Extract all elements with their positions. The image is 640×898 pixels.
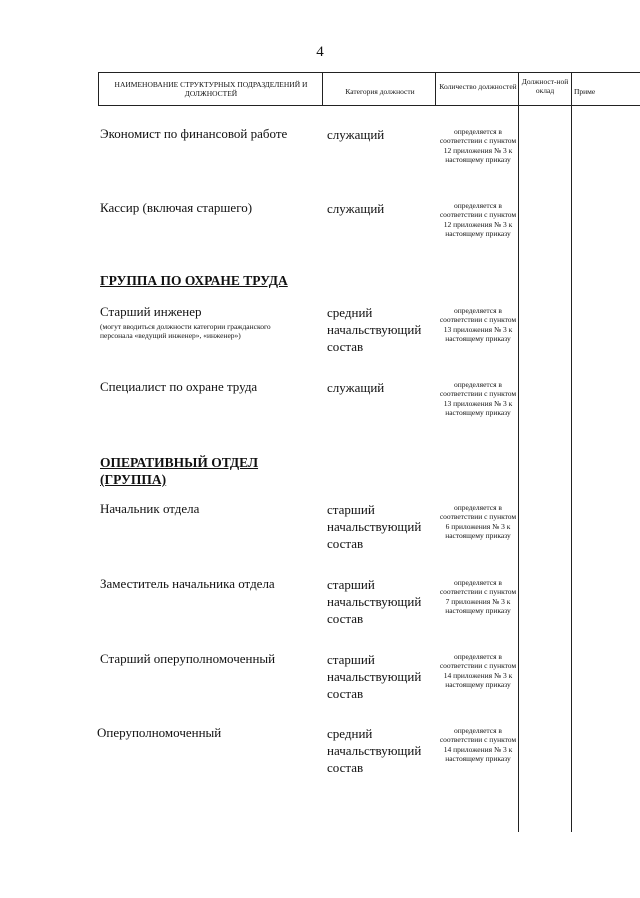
position-name: Старший инженер xyxy=(100,304,202,319)
position-title: Заместитель начальника отдела xyxy=(100,576,275,591)
section-title: ГРУППА ПО ОХРАНЕ ТРУДА xyxy=(100,273,288,288)
table-column-divider xyxy=(322,72,323,106)
position-category: служащий xyxy=(327,380,385,395)
position-category: средний начальствующий состав xyxy=(327,305,422,354)
position-quantity: определяется в соответствии с пунктом 14 приложения № 3 к настоящему приказу xyxy=(439,652,517,690)
position-category: служащий xyxy=(327,201,385,216)
page-number: 4 xyxy=(316,44,324,60)
position-note: (могут вводиться должности категории гражданского персонала «ведущий инженер», «инженер») xyxy=(100,322,271,340)
position-title xyxy=(100,304,300,340)
table-header-bottom-line xyxy=(98,105,640,106)
position-category: старший начальствующий состав xyxy=(327,652,422,701)
position-quantity: определяется в соответствии с пунктом 12 приложения № 3 к настоящему приказу xyxy=(439,127,517,165)
position-category: служащий xyxy=(327,127,385,142)
position-quantity: определяется в соответствии с пунктом 7 приложения № 3 к настоящему приказу xyxy=(439,578,517,616)
header-name: НАИМЕНОВАНИЕ СТРУКТУРНЫХ ПОДРАЗДЕЛЕНИЙ И ДОЛЖНОСТЕЙ xyxy=(114,80,308,98)
section-title: ОПЕРАТИВНЫЙ ОТДЕЛ (ГРУППА) xyxy=(100,455,259,487)
position-category: старший начальствующий состав xyxy=(327,577,422,626)
position-category: старший начальствующий состав xyxy=(327,502,422,551)
position-title: Кассир (включая старшего) xyxy=(100,200,253,215)
position-title: Старший оперуполномоченный xyxy=(100,651,276,666)
position-quantity: определяется в соответствии с пунктом 13 приложения № 3 к настоящему приказу xyxy=(439,380,517,418)
position-title: Экономист по финансовой работе xyxy=(100,126,288,141)
table-column-divider xyxy=(435,72,436,106)
header-quantity: Количество должностей xyxy=(439,82,517,91)
table-column-divider xyxy=(571,72,572,832)
table-top-line xyxy=(98,72,640,73)
header-note: Приме xyxy=(574,87,596,96)
header-category: Категория должности xyxy=(345,87,415,96)
position-title: Оперуполномоченный xyxy=(97,725,222,740)
position-quantity: определяется в соответствии с пунктом 13 приложения № 3 к настоящему приказу xyxy=(439,306,517,344)
table-column-divider xyxy=(518,72,519,832)
position-title: Специалист по охране труда xyxy=(100,379,258,394)
position-quantity: определяется в соответствии с пунктом 12 приложения № 3 к настоящему приказу xyxy=(439,201,517,239)
table-left-line xyxy=(98,72,99,106)
position-category: средний начальствующий состав xyxy=(327,726,422,775)
position-title: Начальник отдела xyxy=(100,501,200,516)
header-salary: Должност-ной оклад xyxy=(521,77,569,95)
position-quantity: определяется в соответствии с пунктом 6 приложения № 3 к настоящему приказу xyxy=(439,503,517,541)
position-quantity: определяется в соответствии с пунктом 14 приложения № 3 к настоящему приказу xyxy=(439,726,517,764)
